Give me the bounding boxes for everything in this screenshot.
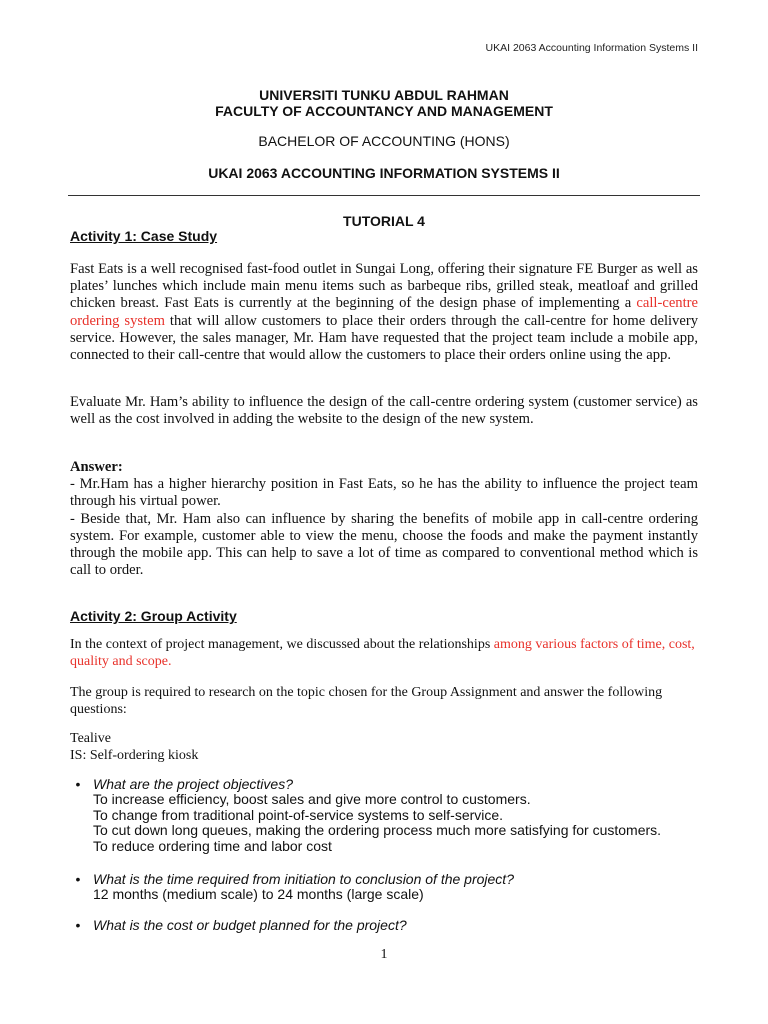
programme-title: BACHELOR OF ACCOUNTING (HONS) bbox=[258, 133, 510, 149]
objective-answer: To increase efficiency, boost sales and give more control to customers. bbox=[93, 791, 531, 808]
objective-answer: To reduce ordering time and labor cost bbox=[93, 837, 332, 854]
title-divider bbox=[68, 195, 700, 196]
activity1-heading: Activity 1: Case Study bbox=[70, 228, 218, 244]
course-title: UKAI 2063 ACCOUNTING INFORMATION SYSTEMS II bbox=[208, 165, 560, 181]
evaluate-question bbox=[70, 394, 698, 428]
activity2-intro-text: In the context of project management, we discussed about the relationships bbox=[70, 637, 494, 652]
is-system: IS: Self-ordering kiosk bbox=[70, 747, 199, 763]
page-number: 1 bbox=[380, 947, 388, 962]
activity2-instruction: The group is required to research on the topic chosen for the Group Assignment and answer the following questions: bbox=[70, 685, 663, 717]
case-study-text-b: that will allow customers to place their orders through the call-centre for home delivery service. However, the sales manager, Mr. Ham have requested that the project team include a mobile app, connected to their call-centre that would allow the customers to place their orders online using the app. bbox=[70, 312, 698, 364]
topic-block bbox=[70, 731, 698, 765]
question-time-text: What is the time required from initiation to conclusion of the project? bbox=[93, 871, 514, 887]
answer-block bbox=[70, 459, 698, 579]
objective-answer: To change from traditional point-of-service systems to self-service. bbox=[93, 806, 504, 823]
question-time bbox=[70, 872, 698, 903]
answer-point-2: - Beside that, Mr. Ham also can influence by sharing the benefits of mobile app in call-centre ordering system. For example, customer able to view the menu, choose the foods and make the payment instantly through the mobile app. This can help to save a lot of time as compared to conventional method which is call to order. bbox=[70, 510, 698, 579]
faculty-title: FACULTY OF ACCOUNTANCY AND MANAGEMENT bbox=[215, 103, 553, 119]
bullet-icon: • bbox=[75, 776, 81, 792]
objective-answer: To cut down long queues, making the ordering process much more satisfying for customers. bbox=[93, 822, 662, 839]
question-cost bbox=[70, 918, 698, 933]
question-objectives bbox=[70, 777, 698, 854]
university-title: UNIVERSITI TUNKU ABDUL RAHMAN bbox=[259, 87, 509, 103]
time-answer: 12 months (medium scale) to 24 months (large scale) bbox=[93, 886, 424, 903]
question-objectives-text: What are the project objectives? bbox=[93, 776, 293, 792]
question-cost-text: What is the cost or budget planned for the project? bbox=[93, 917, 407, 933]
answer-label: Answer: bbox=[70, 459, 123, 475]
case-study-paragraph bbox=[70, 261, 698, 364]
evaluate-question-text: Evaluate Mr. Ham’s ability to influence the design of the call-centre ordering system (customer service) as well as the cost involved in adding the website to the design of the new system. bbox=[70, 394, 698, 428]
case-study-highlight: call-centre ordering system bbox=[70, 295, 698, 329]
answer-point-1: - Mr.Ham has a higher hierarchy position in Fast Eats, so he has the ability to influence the project team through his virtual power. bbox=[70, 476, 698, 510]
company-name: Tealive bbox=[70, 731, 111, 746]
activity2-heading: Activity 2: Group Activity bbox=[70, 608, 237, 624]
activity2-intro-highlight: among various factors of time, cost, quality and scope. bbox=[70, 637, 695, 669]
bullet-icon: • bbox=[75, 871, 81, 887]
running-header: UKAI 2063 Accounting Information Systems II bbox=[485, 42, 698, 54]
activity2-intro bbox=[70, 637, 698, 671]
case-study-text-a: Fast Eats is a well recognised fast-food outlet in Sungai Long, offering their signature FE Burger as well as plates’ lunches which include main menu items such as barbeque ribs, grilled steak, meatloaf and grilled chicken breast. Fast Eats is currently at the beginning of the design phase of implementing a bbox=[70, 261, 698, 312]
bullet-icon: • bbox=[75, 917, 81, 933]
tutorial-title: TUTORIAL 4 bbox=[343, 213, 425, 229]
